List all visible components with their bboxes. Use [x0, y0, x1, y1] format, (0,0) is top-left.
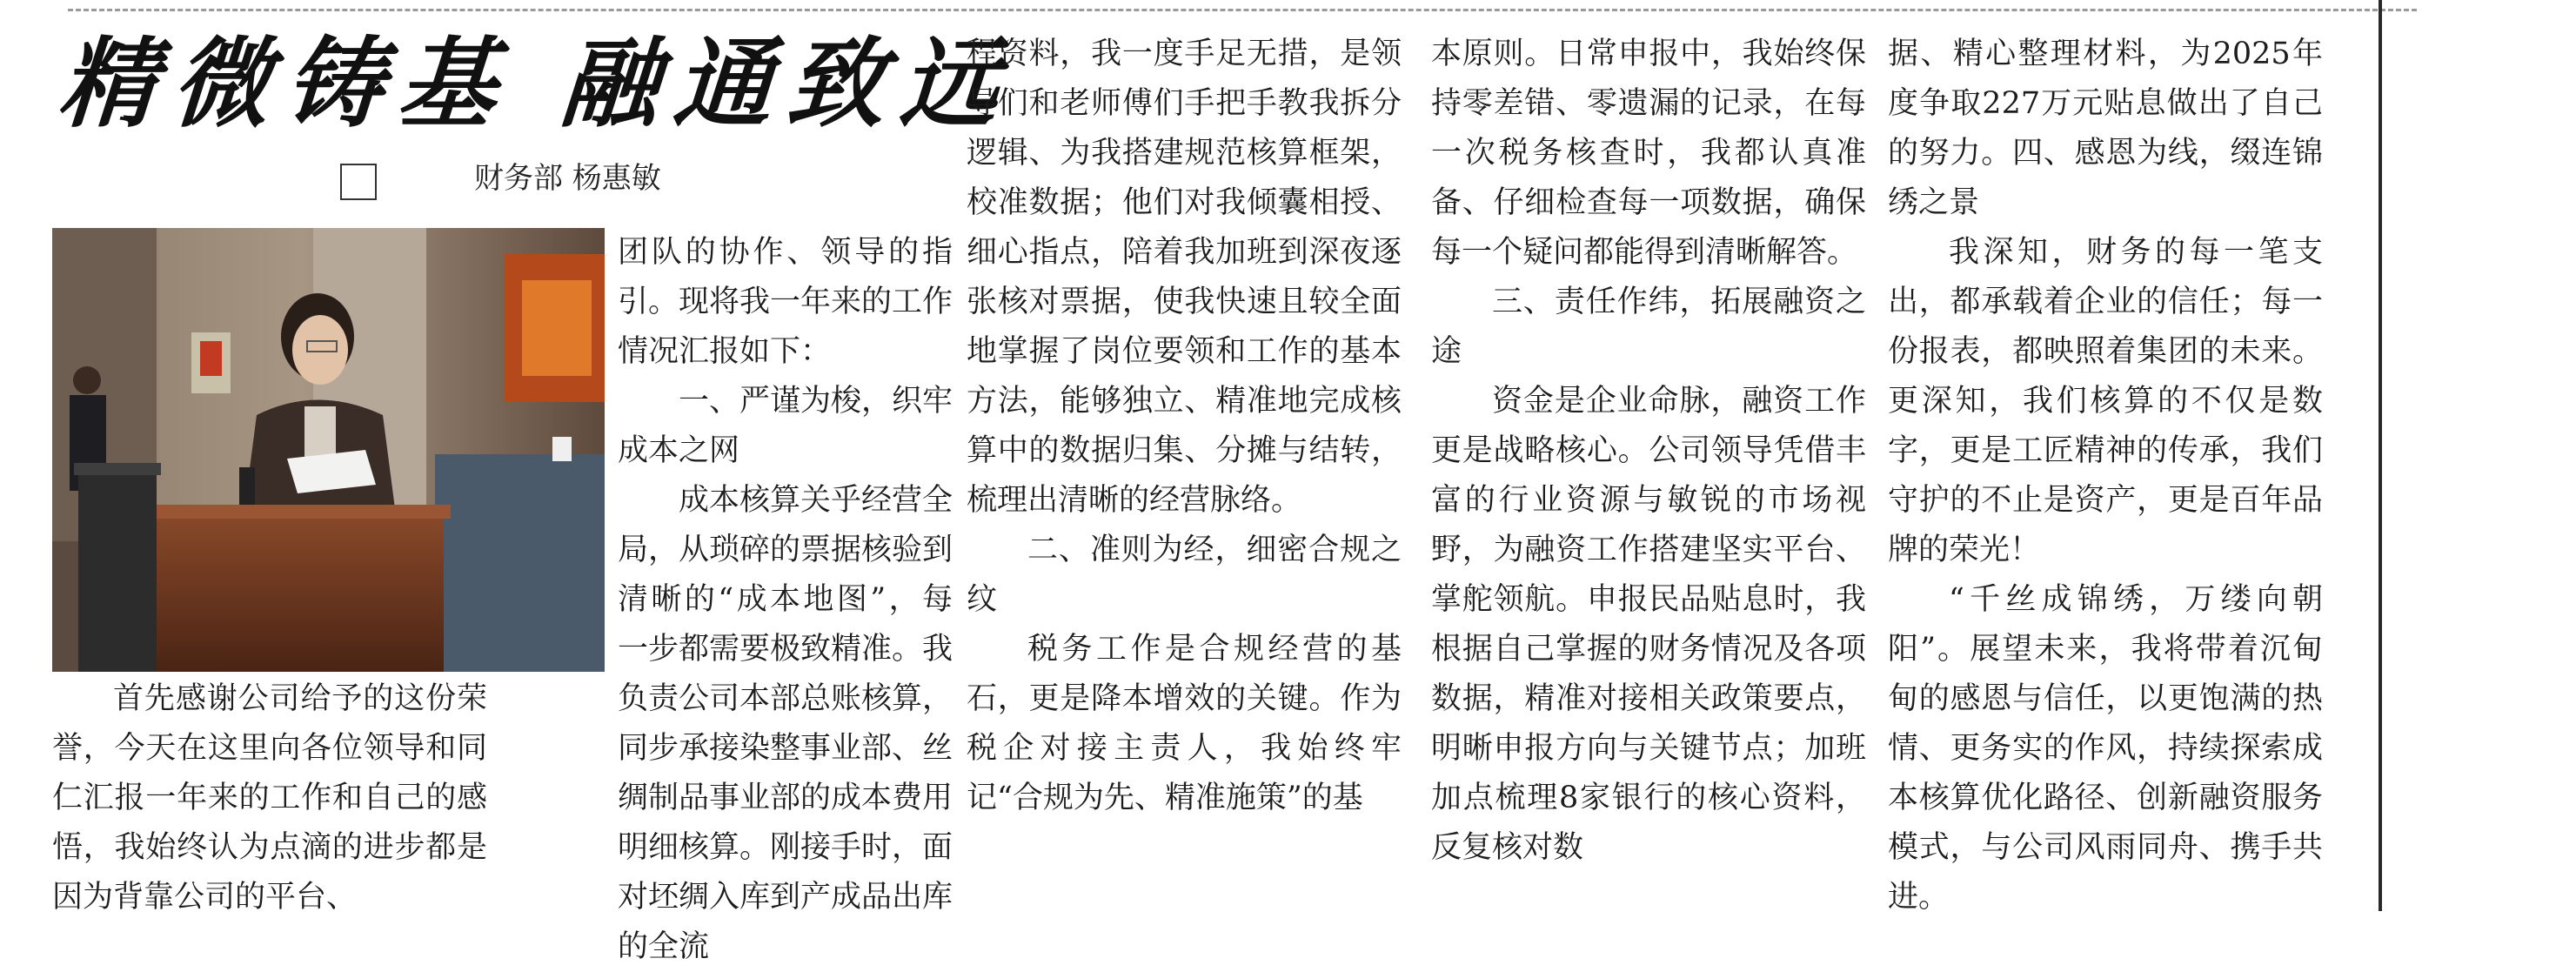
- paragraph: 本原则。日常申报中，我始终保持零差错、零遗漏的记录，在每一次税务核查时，我都认真准备、仔细检查每一项数据，确保每一个疑问都能得到清晰解答。: [1431, 37, 1866, 270]
- paragraph: “千丝成锦绣，万缕向朝阳”。展望未来，我将带着沉甸甸的感恩与信任，以更饱满的热情、更务实的作风，持续探索成本核算优化路径、创新融资服务模式，与公司风雨同舟、携手共进。: [1888, 582, 2323, 915]
- article-column-3: [967, 30, 1402, 911]
- section-heading: 一、严谨为梭，织牢成本之网: [618, 384, 953, 468]
- section-heading: 二、准则为经，细密合规之纹: [967, 533, 1402, 617]
- paragraph: 资金是企业命脉，融资工作更是战略核心。公司领导凭借丰富的行业资源与敏锐的市场视野，为融资工作搭建坚实平台、掌舵领航。申报民品贴息时，我根据自己掌握的财务情况及各项数据，精准对接相关政策要点，明晰申报方向与关键节点；加班加点梳理8家银行的核心资料，反复核对数: [1431, 384, 1866, 865]
- paragraph: 团队的协作、领导的指引。现将我一年来的工作情况汇报如下：: [618, 235, 953, 369]
- paragraph: 我深知，财务的每一笔支出，都承载着企业的信任；每一份报表，都映照着集团的未来。更深知，我们核算的不仅是数字，更是工匠精神的传承，我们守护的不止是资产，更是百年品牌的荣光！: [1888, 235, 2323, 567]
- paragraph: 税务工作是合规经营的基石，更是降本增效的关键。作为税企对接主责人，我始终牢记“合规为先、精准施策”的基: [967, 632, 1402, 815]
- article-column-2: [618, 228, 953, 964]
- section-heading: 三、责任作纬，拓展融资之途: [1431, 285, 1866, 369]
- article-column-4: [1431, 30, 1866, 911]
- right-page-border: [2379, 0, 2382, 911]
- article-column-5: [1888, 30, 2323, 915]
- paragraph: 成本核算关乎经营全局，从琐碎的票据核验到清晰的“成本地图”，每一步都需要极致精准。我负责公司本部总账核算，同步承接染整事业部、丝绸制品事业部的成本费用明细核算。刚接手时，面对坯绸入库到产成品出库的全流: [618, 483, 953, 964]
- speaker-photo: [52, 228, 605, 672]
- top-dashed-rule: [68, 9, 2417, 11]
- photo-marker-box: [340, 164, 377, 200]
- article-column-1: [52, 674, 487, 915]
- article-byline: 财务部 杨惠敏: [474, 161, 661, 196]
- photo-of-speaker-at-podium-icon: [52, 228, 605, 672]
- paragraph: 据、精心整理材料，为2025年度争取227万元贴息做出了自己的努力。四、感恩为线，缀连锦绣之景: [1888, 37, 2323, 220]
- article-headline: 精微铸基 融通致远: [55, 27, 1018, 141]
- paragraph: 程资料，我一度手足无措，是领导们和老师傅们手把手教我拆分逻辑、为我搭建规范核算框架，校准数据；他们对我倾囊相授、细心指点，陪着我加班到深夜逐张核对票据，使我快速且较全面地掌握了岗位要领和工作的基本方法，能够独立、精准地完成核算中的数据归集、分摊与结转，梳理出清晰的经营脉络。: [967, 37, 1402, 518]
- paragraph: 首先感谢公司给予的这份荣誉，今天在这里向各位领导和同仁汇报一年来的工作和自己的感悟，我始终认为点滴的进步都是因为背靠公司的平台、: [52, 681, 487, 915]
